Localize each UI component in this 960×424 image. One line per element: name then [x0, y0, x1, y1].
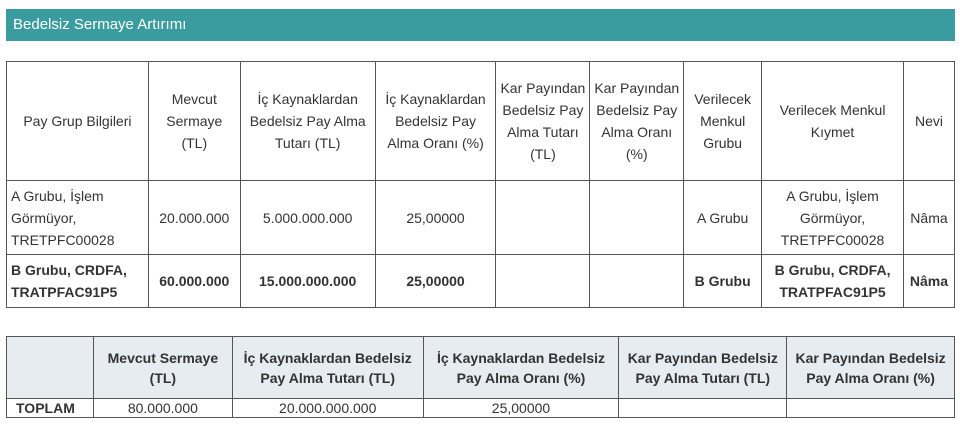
table-cell: A Grubu, İşlem Görmüyor, TRETPFC00028 [762, 181, 904, 255]
table-header-row [7, 62, 955, 181]
table-cell [496, 255, 590, 308]
column-header [7, 337, 94, 399]
column-header: Pay Grup Bilgileri [7, 62, 149, 181]
column-header: İç Kaynaklardan Bedelsiz Pay Alma Tutarı (TL) [232, 337, 423, 399]
table-cell [619, 399, 787, 418]
table-row [7, 181, 955, 255]
column-header: Kar Payından Bedelsiz Pay Alma Oranı (%) [787, 337, 955, 399]
table-cell: A Grubu, İşlem Görmüyor, TRETPFC00028 [7, 181, 149, 255]
table-cell: 20.000.000.000 [232, 399, 423, 418]
column-header: İç Kaynaklardan Bedelsiz Pay Alma Oranı (%) [375, 62, 496, 181]
column-header: Kar Payından Bedelsiz Pay Alma Oranı (%) [590, 62, 684, 181]
column-header: Verilecek Menkul Grubu [684, 62, 762, 181]
table-cell: 5.000.000.000 [240, 181, 375, 255]
table-cell: Nâma [903, 255, 954, 308]
column-header: Kar Payından Bedelsiz Pay Alma Tutarı (TL) [496, 62, 590, 181]
column-header: Mevcut Sermaye (TL) [93, 337, 232, 399]
table-cell: A Grubu [684, 181, 762, 255]
column-header: Verilecek Menkul Kıymet [762, 62, 904, 181]
table-cell [590, 255, 684, 308]
table-cell: 25,00000 [375, 181, 496, 255]
column-header: İç Kaynaklardan Bedelsiz Pay Alma Oranı (%) [423, 337, 619, 399]
table-cell: 25,00000 [375, 255, 496, 308]
totals-table [6, 336, 955, 418]
column-header: Mevcut Sermaye (TL) [148, 62, 240, 181]
table-cell [787, 399, 955, 418]
table-cell: 25,00000 [423, 399, 619, 418]
table-cell [496, 181, 590, 255]
table-cell: B Grubu [684, 255, 762, 308]
table-cell: 20.000.000 [148, 181, 240, 255]
totals-row [7, 399, 955, 418]
table-cell: 15.000.000.000 [240, 255, 375, 308]
column-header: İç Kaynaklardan Bedelsiz Pay Alma Tutarı (TL) [240, 62, 375, 181]
column-header: Kar Payından Bedelsiz Pay Alma Tutarı (TL) [619, 337, 787, 399]
section-title: Bedelsiz Sermaye Artırımı [6, 9, 955, 41]
pay-group-table [6, 61, 955, 308]
table-cell [590, 181, 684, 255]
table-cell: 80.000.000 [93, 399, 232, 418]
table-cell: B Grubu, CRDFA, TRATPFAC91P5 [7, 255, 149, 308]
column-header: Nevi [903, 62, 954, 181]
table-cell: Nâma [903, 181, 954, 255]
table-cell: B Grubu, CRDFA, TRATPFAC91P5 [762, 255, 904, 308]
totals-label: TOPLAM [7, 399, 94, 418]
table-header-row [7, 337, 955, 399]
table-cell: 60.000.000 [148, 255, 240, 308]
table-row [7, 255, 955, 308]
